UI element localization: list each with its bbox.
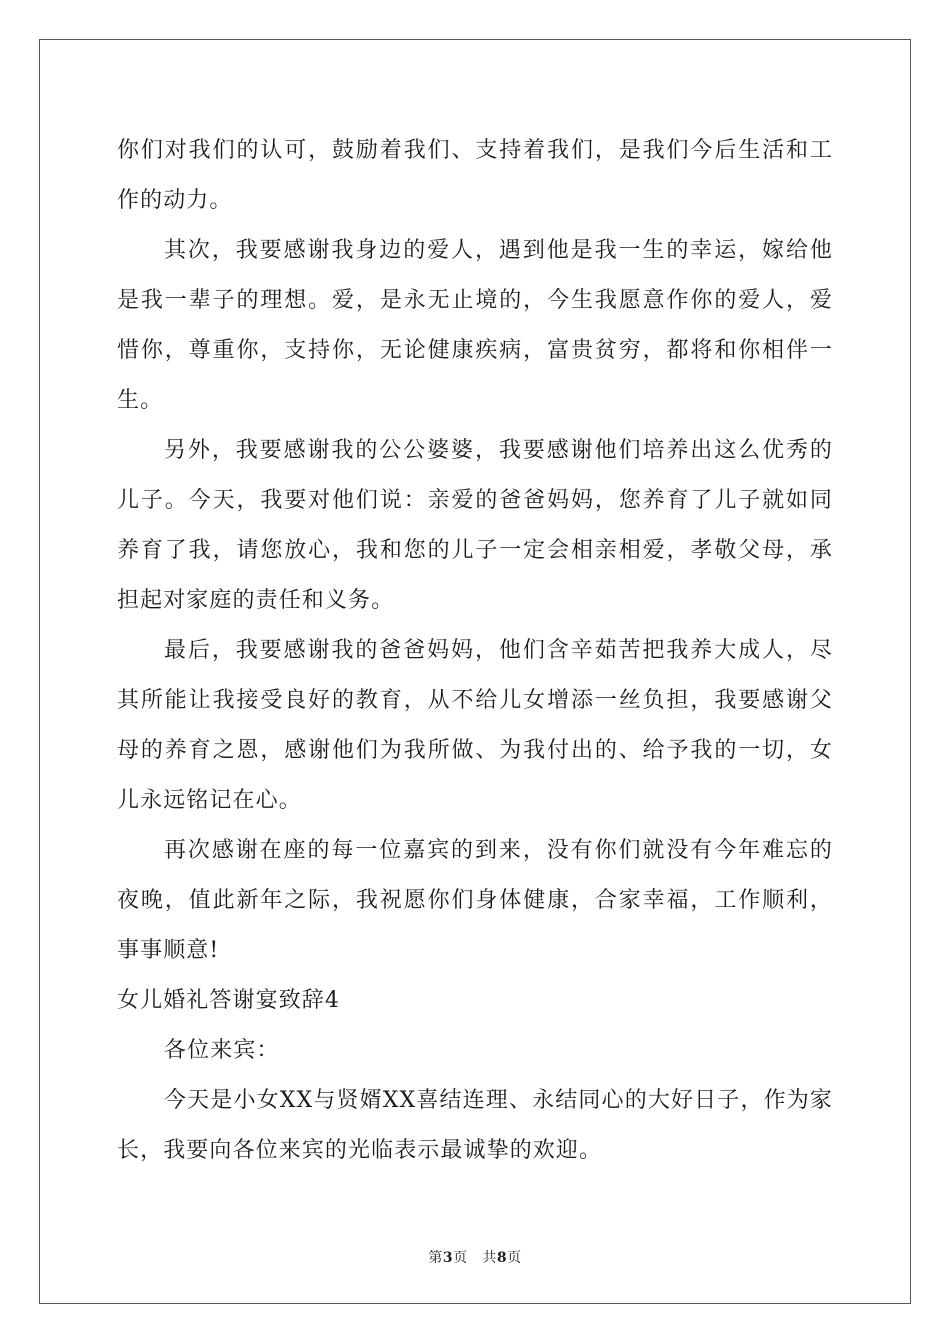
footer-page-suffix: 页 <box>453 1250 468 1266</box>
current-page-number: 3 <box>442 1250 454 1266</box>
section-heading: 女儿婚礼答谢宴致辞4 <box>117 988 340 1013</box>
footer-total-prefix: 共 <box>482 1250 497 1266</box>
total-page-number: 8 <box>496 1250 508 1266</box>
paragraph: 你们对我们的认可，鼓励着我们、支持着我们，是我们今后生活和工作的动力。 <box>117 138 833 213</box>
paragraph: 再次感谢在座的每一位嘉宾的到来，没有你们就没有今年难忘的夜晚，值此新年之际，我祝愿你们身体健康，合家幸福，工作顺利，事事顺意! <box>117 838 833 963</box>
document-body <box>117 126 833 1176</box>
paragraph: 最后，我要感谢我的爸爸妈妈，他们含辛茹苦把我养大成人，尽其所能让我接受良好的教育，从不给儿女增添一丝负担，我要感谢父母的养育之恩，感谢他们为我所做、为我付出的、给予我的一切，女儿永远铭记在心。 <box>117 638 833 813</box>
paragraph: 今天是小女XX与贤婿XX喜结连理、永结同心的大好日子，作为家长，我要向各位来宾的光临表示最诚挚的欢迎。 <box>117 1088 833 1163</box>
footer-prefix: 第 <box>428 1250 443 1266</box>
paragraph: 其次，我要感谢我身边的爱人，遇到他是我一生的幸运，嫁给他是我一辈子的理想。爱，是永无止境的，今生我愿意作你的爱人，爱惜你，尊重你，支持你，无论健康疾病，富贵贫穷，都将和你相伴一生。 <box>117 238 833 413</box>
page-footer <box>0 1247 950 1267</box>
footer-total-suffix: 页 <box>507 1250 522 1266</box>
salutation: 各位来宾： <box>164 1038 280 1063</box>
paragraph: 另外，我要感谢我的公公婆婆，我要感谢他们培养出这么优秀的儿子。今天，我要对他们说：亲爱的爸爸妈妈，您养育了儿子就如同养育了我，请您放心，我和您的儿子一定会相亲相爱，孝敬父母，承担起对家庭的责任和义务。 <box>117 438 833 613</box>
